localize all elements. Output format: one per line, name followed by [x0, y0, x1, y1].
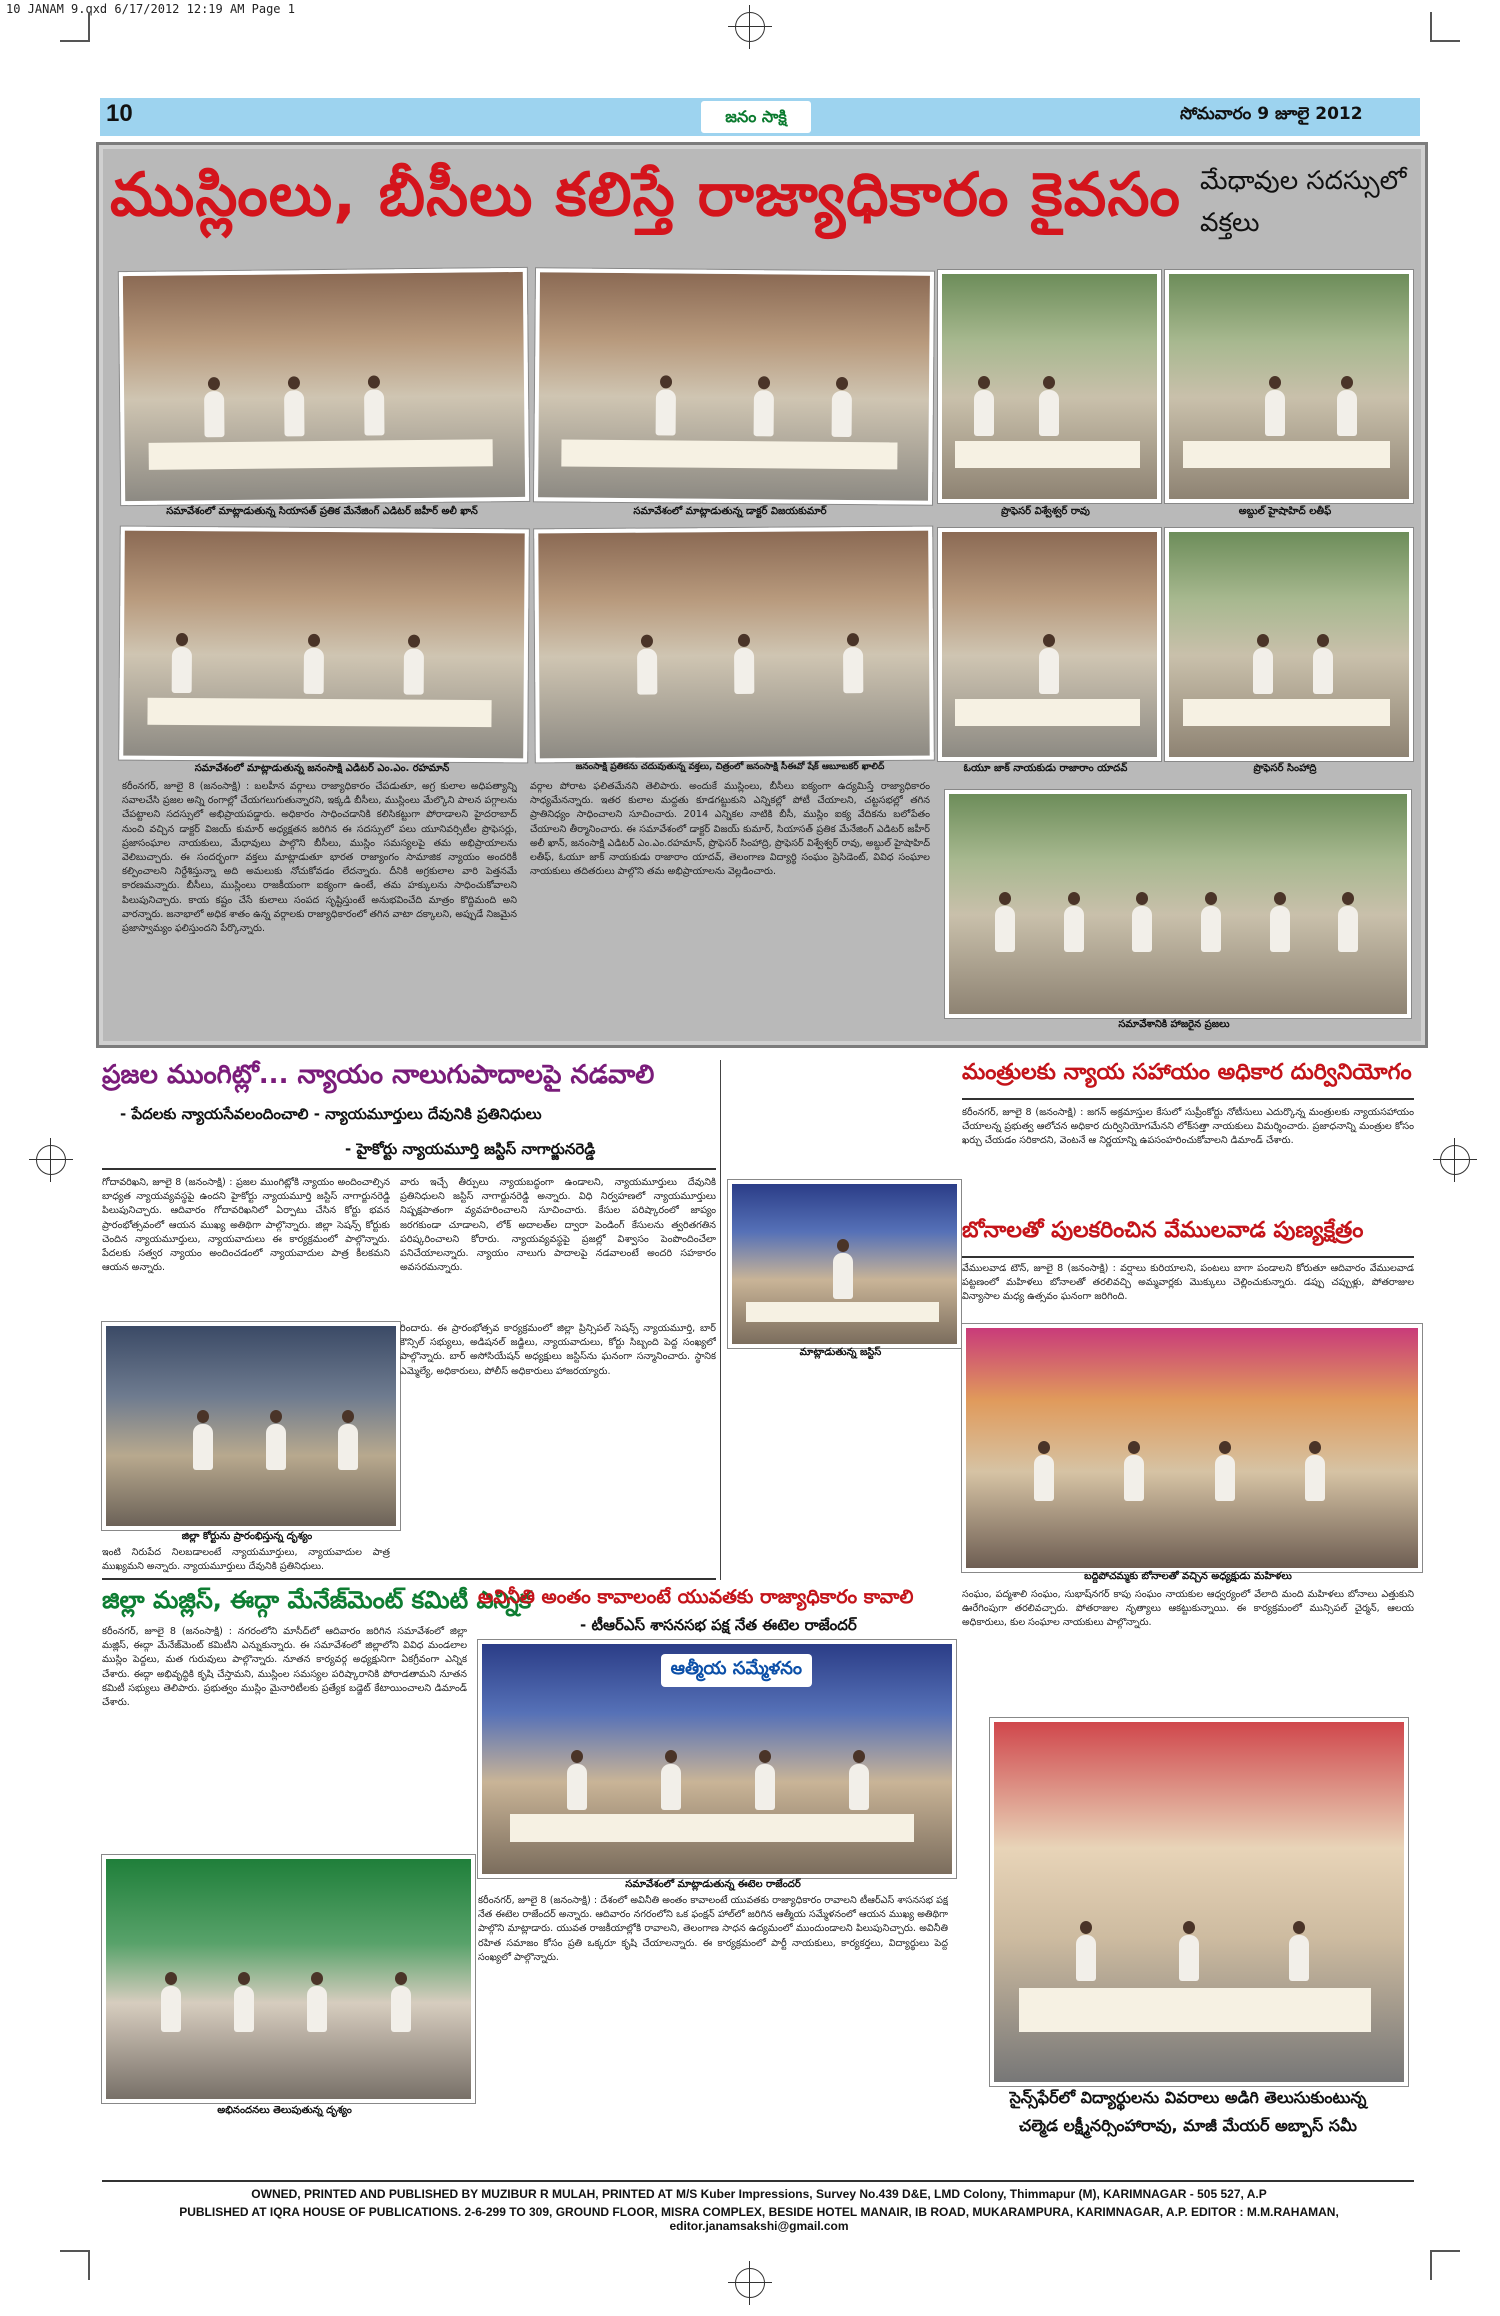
photo-caption: బద్దిపోచమ్మకు బోనాలతో వచ్చిన అధ్యక్షుడు మహిళలు — [1084, 1571, 1292, 1582]
photo-caption: జిల్లా కోర్టును ప్రారంభిస్తున్న దృశ్యం — [181, 1531, 313, 1542]
person-figure — [637, 649, 657, 695]
person-figure — [1313, 648, 1333, 694]
person-figure — [1064, 906, 1084, 952]
justice-body-1: గోదావరిఖని, జూలై 8 (జనంసాక్షి) : ప్రజల ముంగిట్లోకి న్యాయం అందించాల్సిన బాధ్యత న్యాయవ్యవస్థపై ఉందని హైకోర్టు న్యాయమూర్తి జస్టిస్ నాగార్జునరెడ్డి పిలుపునిచ్చారు. ఆదివారం గోదావరిఖనిలో ఏర్పాటు చేసిన కోర్టు భవన ప్రారంభోత్సవంలో ఆయన ముఖ్య అతిథిగా పాల్గొన్నారు. జిల్లా సెషన్స్ కోర్టుకు చెందిన న్యాయమూర్తులు, న్యాయవాదులు ఈ కార్యక్రమంలో పాల్గొన్నారు. పేదలకు సత్వర న్యాయం అందించడంలో న్యాయవాదుల పాత్ర కీలకమని ఆయన అన్నారు. — [102, 1177, 390, 1274]
person-figure — [995, 906, 1015, 952]
science-fair-caption-2: చల్మెడ లక్ష్మీనర్సింహారావు, మాజీ మేయర్ అబ్బాస్ సమీ — [1019, 2116, 1357, 2135]
person-figure — [161, 1986, 181, 2032]
column-rule — [720, 1060, 721, 1580]
imprint-line-2: PUBLISHED AT IQRA HOUSE OF PUBLICATIONS. 2-6-299 TO 309, GROUND FLOOR, MISRA COMPLEX, BESIDE HOTEL MANAIR, IB ROAD, MUKARAMPURA, KARIMNAGAR, A.P. EDITOR : M.M.RAHAMAN, editor.janamsakshi@gmail.com — [179, 2205, 1339, 2233]
person-figure — [1201, 906, 1221, 952]
divider — [102, 1578, 716, 1580]
event-banner: ఆత్మీయ సమ్మేళనం — [661, 1654, 812, 1687]
person-figure — [1039, 390, 1059, 436]
photo-bonalu-women — [962, 1324, 1422, 1572]
photo-majlis-felicitation — [102, 1855, 475, 2103]
justice-body-4: రిందారు. ఈ ప్రారంభోత్సవ కార్యక్రమంలో జిల్లా ప్రిన్సిపల్ సెషన్స్ న్యాయమూర్తి, బార్ కౌన్సిల్ సభ్యులు, అడిషనల్ జడ్జిలు, న్యాయవాదులు, కోర్టు సిబ్బంది పెద్ద సంఖ్యలో పాల్గొన్నారు. బార్ అసోసియేషన్ అధ్యక్షులు జస్టిస్‌ను ఘనంగా సన్మానించారు. స్థానిక ఎమ్మెల్యే, అధికారులు, పోలీస్ అధికారులు హాజరయ్యారు. — [400, 1323, 716, 1377]
file-slug: 10 JANAM 9.qxd 6/17/2012 12:19 AM Page 1 — [6, 2, 295, 16]
person-figure — [1253, 648, 1273, 694]
issue-date: సోమవారం 9 జూలై 2012 — [1180, 104, 1363, 124]
photo-caption: మాట్లాడుతున్న జస్టిస్ — [799, 1347, 882, 1358]
photo-court-inauguration — [102, 1322, 400, 1530]
crop-mark — [1430, 40, 1460, 42]
photo-caption: జనంసాక్షి ప్రతికను చదువుతున్న వక్తలు, చిత్రంలో జనంసాక్షి సీఈవో షేక్ ఆబూబకర్ ఖాలిద్ — [575, 762, 885, 772]
ministers-headline: మంత్రులకు న్యాయ సహాయం అధికార దుర్వినియోగం — [962, 1060, 1412, 1085]
photo-zaheer-ali-khan — [119, 268, 529, 505]
person-figure — [1132, 906, 1152, 952]
person-figure — [304, 648, 324, 694]
crop-mark — [1430, 12, 1432, 42]
person-figure — [204, 391, 224, 437]
person-figure — [266, 1424, 286, 1470]
photo-visweswar-rao — [938, 270, 1161, 503]
photo-caption: ఓయూ జాక్ నాయకుడు రాజారాం యాదవ్ — [963, 763, 1128, 774]
crop-mark — [1430, 2250, 1432, 2280]
photo-caption: అభినందనలు తెలుపుతున్న దృశ్యం — [217, 2105, 352, 2116]
person-figure — [1179, 1935, 1199, 1981]
corruption-headline: అవినీతి అంతం కావాలంటే యువతకు రాజ్యాధికారం కావాలి — [478, 1586, 914, 1608]
bonalu-body-2: సంఘం, పద్మశాలి సంఘం, సుభాష్‌నగర్ కాపు సంఘం నాయకుల ఆధ్వర్యంలో వేలాది మంది మహిళలు బోనాలు ఎత్తుకుని ఊరేగింపుగా తరలివచ్చారు. పోతరాజుల నృత్యాలు ఆకట్టుకున్నాయి. ఈ కార్యక్రమంలో మున్సిపల్ చైర్మన్, ఆలయ అధికారులు, కుల సంఘాల నాయకులు పాల్గొన్నారు. — [962, 1589, 1414, 1629]
photo-reading-newspaper — [534, 527, 934, 763]
registration-mark-icon — [735, 2268, 765, 2298]
feature-body-left: కరీంనగర్, జూలై 8 (జనంసాక్షి) : బలహీన వర్గాలు రాజ్యాధికారం చేపడుతూ, అగ్ర కులాల అధిపత్యాన్ని సవాలచేసి ప్రజల అన్ని రంగాల్లో చేయగలుగుతున్నారని, ఇక్కడి బీసీలు, ముస్లింలు మేల్కొని పాలన పగ్గాలను చేపట్టాలని సదస్సులో అభిప్రాయపడ్డారు. అధికారం సాధించడానికి కలిసికట్టుగా పోరాడాలని హైదరాబాద్ నుంచి వచ్చిన డాక్టర్ విజయ్ కుమార్ అధ్యక్షతన జరిగిన ఈ సదస్సులో పలు యూనివర్సిటీల ప్రొఫెసర్లు, ప్రజాసంఘాల నాయకులు, మేధావులు పాల్గొని బీసీలు, ముస్లిం సమస్యలపై తమ అభిప్రాయాలను వెలిబుచ్చారు. ఈ సందర్భంగా వక్తలు మాట్లాడుతూ భారత రాజ్యాంగం సామాజిక న్యాయం అందరికీ కల్పించాలని నిర్దేశిస్తున్నా అది అమలుకు నోచుకోవడం లేదన్నారు. దీనికి అగ్రకులాల వారి పెత్తనమే కారణమన్నారు. బీసీలు, ముస్లింలు రాజకీయంగా ఐక్యంగా ఉంటే, తమ హక్కులను సాధించుకోవాలని పిలుపునిచ్చారు. కాయ కష్టం చేసే కులాలు సంపద సృష్టిస్తుంటే అనుభవించేది మాత్రం కొద్దిమంది అని వారన్నారు. జనాభాలో అధిక శాతం ఉన్న వర్గాలకు రాజ్యాధికారంలో తగిన వాటా దక్కాలని, అప్పుడే నిజమైన ప్రజాస్వామ్యం ఫలిస్తుందని పేర్కొన్నారు. — [122, 781, 517, 935]
photo-caption: సమావేశంలో మాట్లాడుతున్న డాక్టర్ విజయకుమార్ — [633, 506, 827, 517]
person-figure — [1289, 1935, 1309, 1981]
majlis-body: కరీంనగర్, జూలై 8 (జనంసాక్షి) : నగరంలోని మాసీద్‌లో ఆదివారం జరిగిన సమావేశంలో జిల్లా మజ్లిస్, ఈద్గా మేనేజ్‌మెంట్ కమిటీని ఎన్నుకున్నారు. ఈ సమావేశంలో జిల్లాలోని వివిధ మండలాల ముస్లిం పెద్దలు, మత గురువులు పాల్గొన్నారు. నూతన కార్యవర్గ అధ్యక్షునిగా ఏకగ్రీవంగా ఎన్నిక చేశారు. ఈద్గా అభివృద్ధికి కృషి చేస్తామని, ముస్లింల సమస్యల పరిష్కారానికి పోరాడతామని నూతన కమిటీ సభ్యులు తెలిపారు. ప్రభుత్వం ముస్లిం మైనారిటీలకు ప్రత్యేక బడ్జెట్ కేటాయించాలని డిమాండ్ చేశారు. — [102, 1626, 467, 1709]
person-figure — [172, 647, 192, 693]
corruption-body: కరీంనగర్, జూలై 8 (జనంసాక్షి) : దేశంలో అవినీతి అంతం కావాలంటే యువతకు రాజ్యాధికారం రావాలని టీఆర్ఎస్ శాసనసభ పక్ష నేత ఈటెల రాజేందర్ అన్నారు. ఆదివారం నగరంలోని ఒక ఫంక్షన్ హాల్‌లో జరిగిన ఆత్మీయ సమ్మేళనంలో ఆయన ముఖ్య అతిథిగా పాల్గొని మాట్లాడారు. యువత రాజకీయాల్లోకి రావాలని, తెలంగాణ సాధన ఉద్యమంలో ముందుండాలని పిలుపునిచ్చారు. అవినీతి రహిత సమాజం కోసం ప్రతి ఒక్కరూ కృషి చేయాలన్నారు. ఈ కార్యక్రమంలో పార్టీ నాయకులు, కార్యకర్తలు, విద్యార్థులు పెద్ద సంఖ్యలో పాల్గొన్నారు. — [478, 1895, 948, 1963]
majlis-headline: జిల్లా మజ్లిస్, ఈద్గా మేనేజ్‌మెంట్ కమిటీ ఎన్నిక — [102, 1586, 532, 1614]
crop-mark — [60, 2250, 90, 2252]
divider — [962, 1098, 1414, 1100]
table-shape — [1183, 441, 1389, 468]
person-figure — [734, 648, 754, 694]
photo-abdul-latif — [1165, 270, 1413, 503]
person-figure — [1076, 1935, 1096, 1981]
person-figure — [1305, 1455, 1325, 1501]
person-figure — [661, 1764, 681, 1810]
registration-mark-icon — [36, 1145, 66, 1175]
crop-mark — [88, 2250, 90, 2280]
photo-rajaram-yadav — [938, 528, 1161, 761]
registration-mark-icon — [1440, 1145, 1470, 1175]
person-figure — [833, 1253, 853, 1299]
table-shape — [147, 697, 491, 726]
photo-justice-speaking — [728, 1180, 961, 1348]
photo-science-fair — [990, 1718, 1408, 2086]
divider — [962, 1256, 1414, 1258]
crop-mark — [60, 40, 90, 42]
person-figure — [404, 649, 424, 695]
table-shape — [1019, 1988, 1372, 2031]
photo-rahaman — [119, 527, 529, 763]
ministers-body: కరీంనగర్, జూలై 8 (జనంసాక్షి) : జగన్ అక్రమాస్తుల కేసులో సుప్రీంకోర్టు నోటీసులు ఎదుర్కొన్న మంత్రులకు న్యాయసహాయం చేయాలన్న ప్రభుత్వ ఆలోచన అధికార దుర్వినియోగమేనని లోక్‌సత్తా నాయకులు విమర్శించారు. ప్రజాధనాన్ని మంత్రుల కోసం ఖర్చు చేయడం సరికాదని, వెంటనే ఆ నిర్ణయాన్ని ఉపసంహరించుకోవాలని డిమాండ్ చేశారు. — [962, 1107, 1414, 1147]
table-shape — [510, 1814, 914, 1842]
newspaper-logo: జనం సాక్షి — [700, 100, 812, 134]
photo-etela-rajender — [478, 1640, 956, 1878]
photo-caption: సమావేశంలో మాట్లాడుతున్న ఈటెల రాజేందర్ — [625, 1879, 801, 1890]
photo-vijay-kumar — [534, 268, 934, 504]
person-figure — [843, 647, 863, 693]
feature-kicker: మేధావుల సదస్సులో వక్తలు — [1200, 166, 1407, 238]
person-figure — [1337, 390, 1357, 436]
feature-body-right: వర్గాల పోరాట ఫలితమేనని తెలిపారు. అందుకే ముస్లింలు, బీసీలు ఐక్యంగా ఉద్యమిస్తే రాజ్యాధికారం సాధ్యమేనన్నారు. ఇతర కులాల మద్దతు కూడగట్టుకుని ఎన్నికల్లో పోటీ చేయాలని, చట్టసభల్లో తగిన ప్రాతినిధ్యం సాధించాలని సూచించారు. 2014 ఎన్నికల నాటికి బీసీ, ముస్లిం ఐక్య వేదికను బలోపేతం చేయాలని తీర్మానించారు. ఈ సమావేశంలో డాక్టర్ విజయ్ కుమార్, సియాసత్ ప్రతిక మేనేజింగ్ ఎడిటర్ జహీర్ అలీ ఖాన్, జనంసాక్షి ఎడిటర్ ఎం.ఎం.రహమాన్, ప్రొఫెసర్ సింహాద్రి, ప్రొఫెసర్ విశ్వేశ్వర్ రావు, అబ్దుల్ హైషాహిద్ లతీఫ్, ఓయూ జాక్ నాయకుడు రాజారాం యాదవ్, తెలంగాణ విద్యార్థి సంఘం ప్రెసిడెంట్, వివిధ సంఘాల నాయకులు తదితరులు పాల్గొని తమ అభిప్రాయాలను వెల్లడించారు. — [530, 781, 930, 878]
table-shape — [562, 439, 898, 469]
photo-caption: అబ్దుల్ హైషాహిద్ లతీఫ్ — [1238, 506, 1332, 517]
page-number: 10 — [106, 100, 133, 127]
justice-body-3: ఇంటి నిరుపేద నిలబడాలంటే న్యాయమూర్తులు, న్యాయవాదుల పాత్ర ముఖ్యమని అన్నారు. న్యాయమూర్తులు దేవునికి ప్రతినిధులు. — [102, 1547, 390, 1573]
table-shape — [149, 439, 493, 470]
justice-subhead: - పేదలకు న్యాయసేవలందించాలి - న్యాయమూర్తులు దేవునికి ప్రతినిధులు — [120, 1105, 542, 1123]
table-shape — [955, 699, 1140, 726]
photo-caption: ప్రొఫెసర్ సింహాద్రి — [1253, 763, 1317, 774]
table-shape — [955, 441, 1140, 468]
person-figure — [338, 1424, 358, 1470]
footer-rule — [102, 2180, 1414, 2182]
person-figure — [391, 1986, 411, 2032]
person-figure — [1215, 1455, 1235, 1501]
imprint-line-1: OWNED, PRINTED AND PUBLISHED BY MUZIBUR R MULAH, PRINTED AT M/S Kuber Impressions, Survey No.439 D&E, LMD Colony, Thimmapur (M), KARIMNAGAR - 505 527, A.P — [251, 2187, 1267, 2201]
bonalu-body: వేములవాడ టౌన్, జూలై 8 (జనంసాక్షి) : వర్షాలు కురియాలని, పంటలు బాగా పండాలని కోరుతూ ఆదివారం వేములవాడ పట్టణంలో మహిళలు బోనాలతో తరలివచ్చి అమ్మవార్లకు మొక్కులు చెల్లించుకున్నారు. డప్పు చప్పుళ్లు, పోతరాజుల విన్యాసాల మధ్య ఉత్సవం ఘనంగా జరిగింది. — [962, 1263, 1414, 1303]
person-figure — [1124, 1455, 1144, 1501]
person-figure — [364, 389, 384, 435]
table-shape — [1183, 699, 1389, 726]
crop-mark — [88, 12, 90, 42]
person-figure — [849, 1764, 869, 1810]
table-shape — [746, 1302, 940, 1321]
person-figure — [755, 1764, 775, 1810]
photo-caption: సమావేశంలో మాట్లాడుతున్న జనంసాక్షి ఎడిటర్ ఎం.ఎం. రహమాన్ — [194, 763, 450, 774]
person-figure — [284, 390, 304, 436]
person-figure — [193, 1424, 213, 1470]
divider — [102, 1168, 716, 1170]
person-figure — [656, 389, 676, 435]
science-fair-caption: సైన్స్‌ఫేర్‌లో విద్యార్థులను వివరాలు అడిగి తెలుసుకుంటున్న — [1009, 2088, 1367, 2107]
person-figure — [307, 1986, 327, 2032]
bonalu-headline: బోనాలతో పులకరించిన వేములవాడ పుణ్యక్షేత్రం — [962, 1218, 1364, 1243]
person-figure — [831, 391, 851, 437]
person-figure — [1270, 906, 1290, 952]
person-figure — [1034, 1455, 1054, 1501]
crop-mark — [1430, 2250, 1460, 2252]
photo-caption: సమావేశంలో మాట్లాడుతున్న సియాసత్ ప్రతిక మేనేజింగ్ ఎడిటర్ జహీర్ అలీ ఖాన్ — [166, 506, 478, 517]
person-figure — [1265, 390, 1285, 436]
person-figure — [1338, 906, 1358, 952]
photo-caption: ప్రొఫెసర్ విశ్వేశ్వర్ రావు — [1001, 506, 1090, 517]
registration-mark-icon — [735, 12, 765, 42]
feature-headline: ముస్లింలు, బీసీలు కలిస్తే రాజ్యాధికారం కైవసం — [110, 160, 1181, 230]
photo-audience — [945, 790, 1411, 1018]
person-figure — [753, 390, 773, 436]
photo-simhadri — [1165, 528, 1413, 761]
person-figure — [974, 390, 994, 436]
photo-caption: సమావేశానికి హాజరైన ప్రజలు — [1118, 1019, 1230, 1030]
justice-body-2: వారు ఇచ్చే తీర్పులు న్యాయబద్ధంగా ఉండాలని, న్యాయమూర్తులు దేవునికి ప్రతినిధులని జస్టిస్ నాగార్జునరెడ్డి అన్నారు. విధి నిర్వహణలో న్యాయమూర్తులు నిష్పక్షపాతంగా వ్యవహరించాలని సూచించారు. కేసుల పరిష్కారంలో జాప్యం జరగకుండా చూడాలని, లోక్ అదాలత్‌ల ద్వారా పెండింగ్ కేసులను త్వరితగతిన పరిష్కరించాలని కోరారు. న్యాయవ్యవస్థపై ప్రజల్లో విశ్వాసం పెంపొందించేలా పనిచేయాలన్నారు. న్యాయం నాలుగు పాదాలపై నడవాలంటే అందరి సహకారం అవసరమన్నారు. — [400, 1177, 716, 1274]
person-figure — [1039, 648, 1059, 694]
person-figure — [234, 1986, 254, 2032]
justice-headline: ప్రజల ముంగిట్లో... న్యాయం నాలుగుపాదాలపై నడవాలి — [102, 1060, 655, 1090]
person-figure — [567, 1764, 587, 1810]
corruption-source: - టీఆర్ఎస్ శాసనసభ పక్ష నేత ఈటెల రాజేందర్ — [580, 1616, 857, 1634]
justice-source: - హైకోర్టు న్యాయమూర్తి జస్టిస్ నాగార్జునరెడ్డి — [345, 1140, 596, 1158]
